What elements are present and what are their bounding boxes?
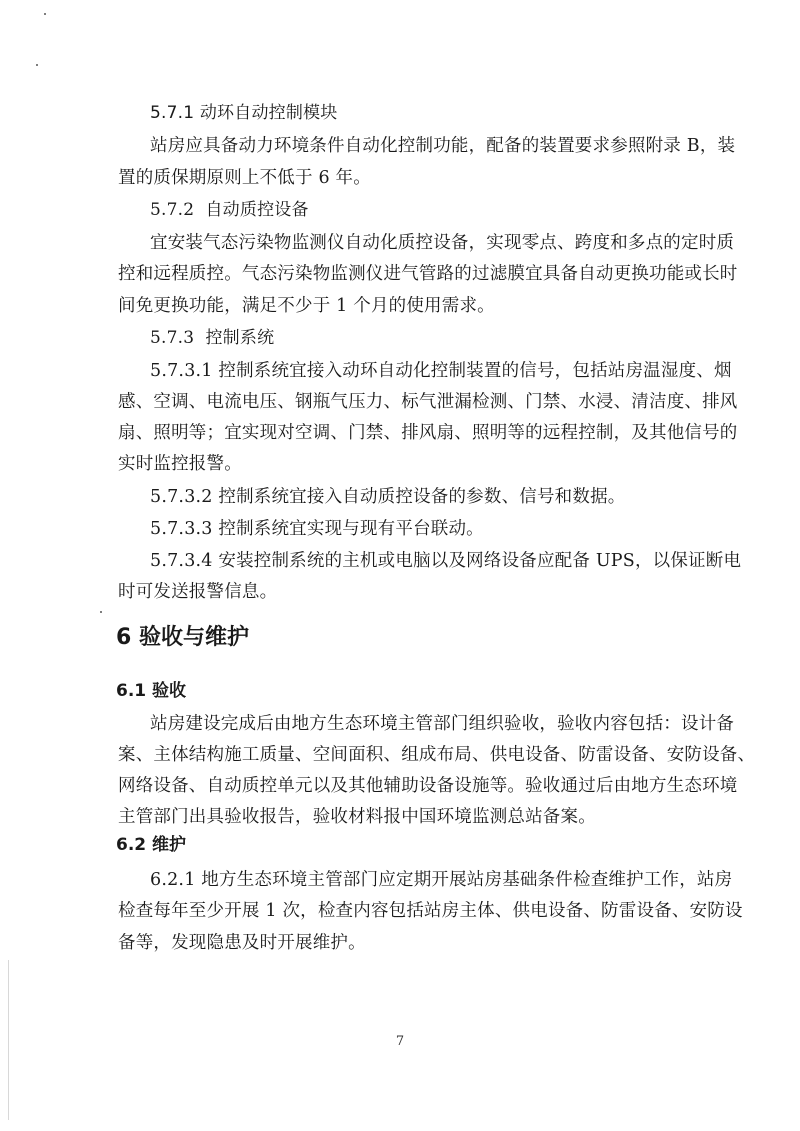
paragraph-line: 主管部门出具验收报告，验收材料报中国环境监测总站备案。 <box>118 807 596 827</box>
paragraph-line: 感、空调、电流电压、钢瓶气压力、标气泄漏检测、门禁、水浸、清洁度、排风 <box>118 392 738 412</box>
section-5-7-1-heading: 5.7.1 动环自动控制模块 <box>150 103 338 123</box>
paragraph-line: 检查每年至少开展 1 次，检查内容包括站房主体、供电设备、防雷设备、安防设 <box>118 901 743 921</box>
paragraph-line: 站房应具备动力环境条件自动化控制功能，配备的装置要求参照附录 B，装 <box>150 136 736 156</box>
scan-speck <box>44 13 46 15</box>
section-5-7-2-heading <box>150 195 684 225</box>
paragraph-line: 控和远程质控。气态污染物监测仪进气管路的过滤膜宜具备自动更换功能或长时 <box>118 264 738 284</box>
paragraph-line: 备等，发现隐患及时开展维护。 <box>118 933 366 953</box>
paragraph-line: 5.7.3.4 安装控制系统的主机或电脑以及网络设备应配备 UPS，以保证断电 <box>150 551 742 571</box>
paragraph-line: 实时监控报警。 <box>118 454 242 474</box>
paragraph-line: 5.7.3.3 控制系统宜实现与现有平台联动。 <box>150 519 484 539</box>
section-number: 5.7.2 <box>150 200 195 220</box>
paragraph-line: 置的质保期原则上不低于 6 年。 <box>118 168 371 188</box>
section-6-1-heading: 6.1 验收 <box>116 681 187 701</box>
page-number: 7 <box>395 1034 405 1049</box>
paragraph-line: 5.7.3.2 控制系统宜接入自动质控设备的参数、信号和数据。 <box>150 487 626 507</box>
paragraph-line: 案、主体结构施工质量、空间面积、组成布局、供电设备、防雷设备、安防设备、 <box>118 745 756 765</box>
section-number: 5.7.3 <box>150 328 195 348</box>
paragraph-line: 时可发送报警信息。 <box>118 582 278 602</box>
section-5-7-3-heading <box>150 323 684 353</box>
paragraph-line: 扇、照明等；宜实现对空调、门禁、排风扇、照明等的远程控制，及其他信号的 <box>118 423 738 443</box>
scan-speck <box>100 611 102 613</box>
paragraph-line: 间免更换功能，满足不少于 1 个月的使用需求。 <box>118 296 495 316</box>
paragraph-line: 6.2.1 地方生态环境主管部门应定期开展站房基础条件检查维护工作，站房 <box>150 870 733 890</box>
section-title: 控制系统 <box>205 328 275 348</box>
paragraph-line: 5.7.3.1 控制系统宜接入动环自动化控制装置的信号，包括站房温湿度、烟 <box>150 361 732 381</box>
paragraph-line: 网络设备、自动质控单元以及其他辅助设备设施等。验收通过后由地方生态环境 <box>118 776 738 796</box>
scan-speck <box>36 64 38 66</box>
section-title: 自动质控设备 <box>205 200 309 220</box>
paragraph-line: 站房建设完成后由地方生态环境主管部门组织验收，验收内容包括：设计备 <box>150 714 735 734</box>
chapter-6-heading: 6 验收与维护 <box>116 625 249 650</box>
paragraph-line: 宜安装气态污染物监测仪自动化质控设备，实现零点、跨度和多点的定时质 <box>150 233 735 253</box>
section-6-2-heading: 6.2 维护 <box>116 835 187 855</box>
